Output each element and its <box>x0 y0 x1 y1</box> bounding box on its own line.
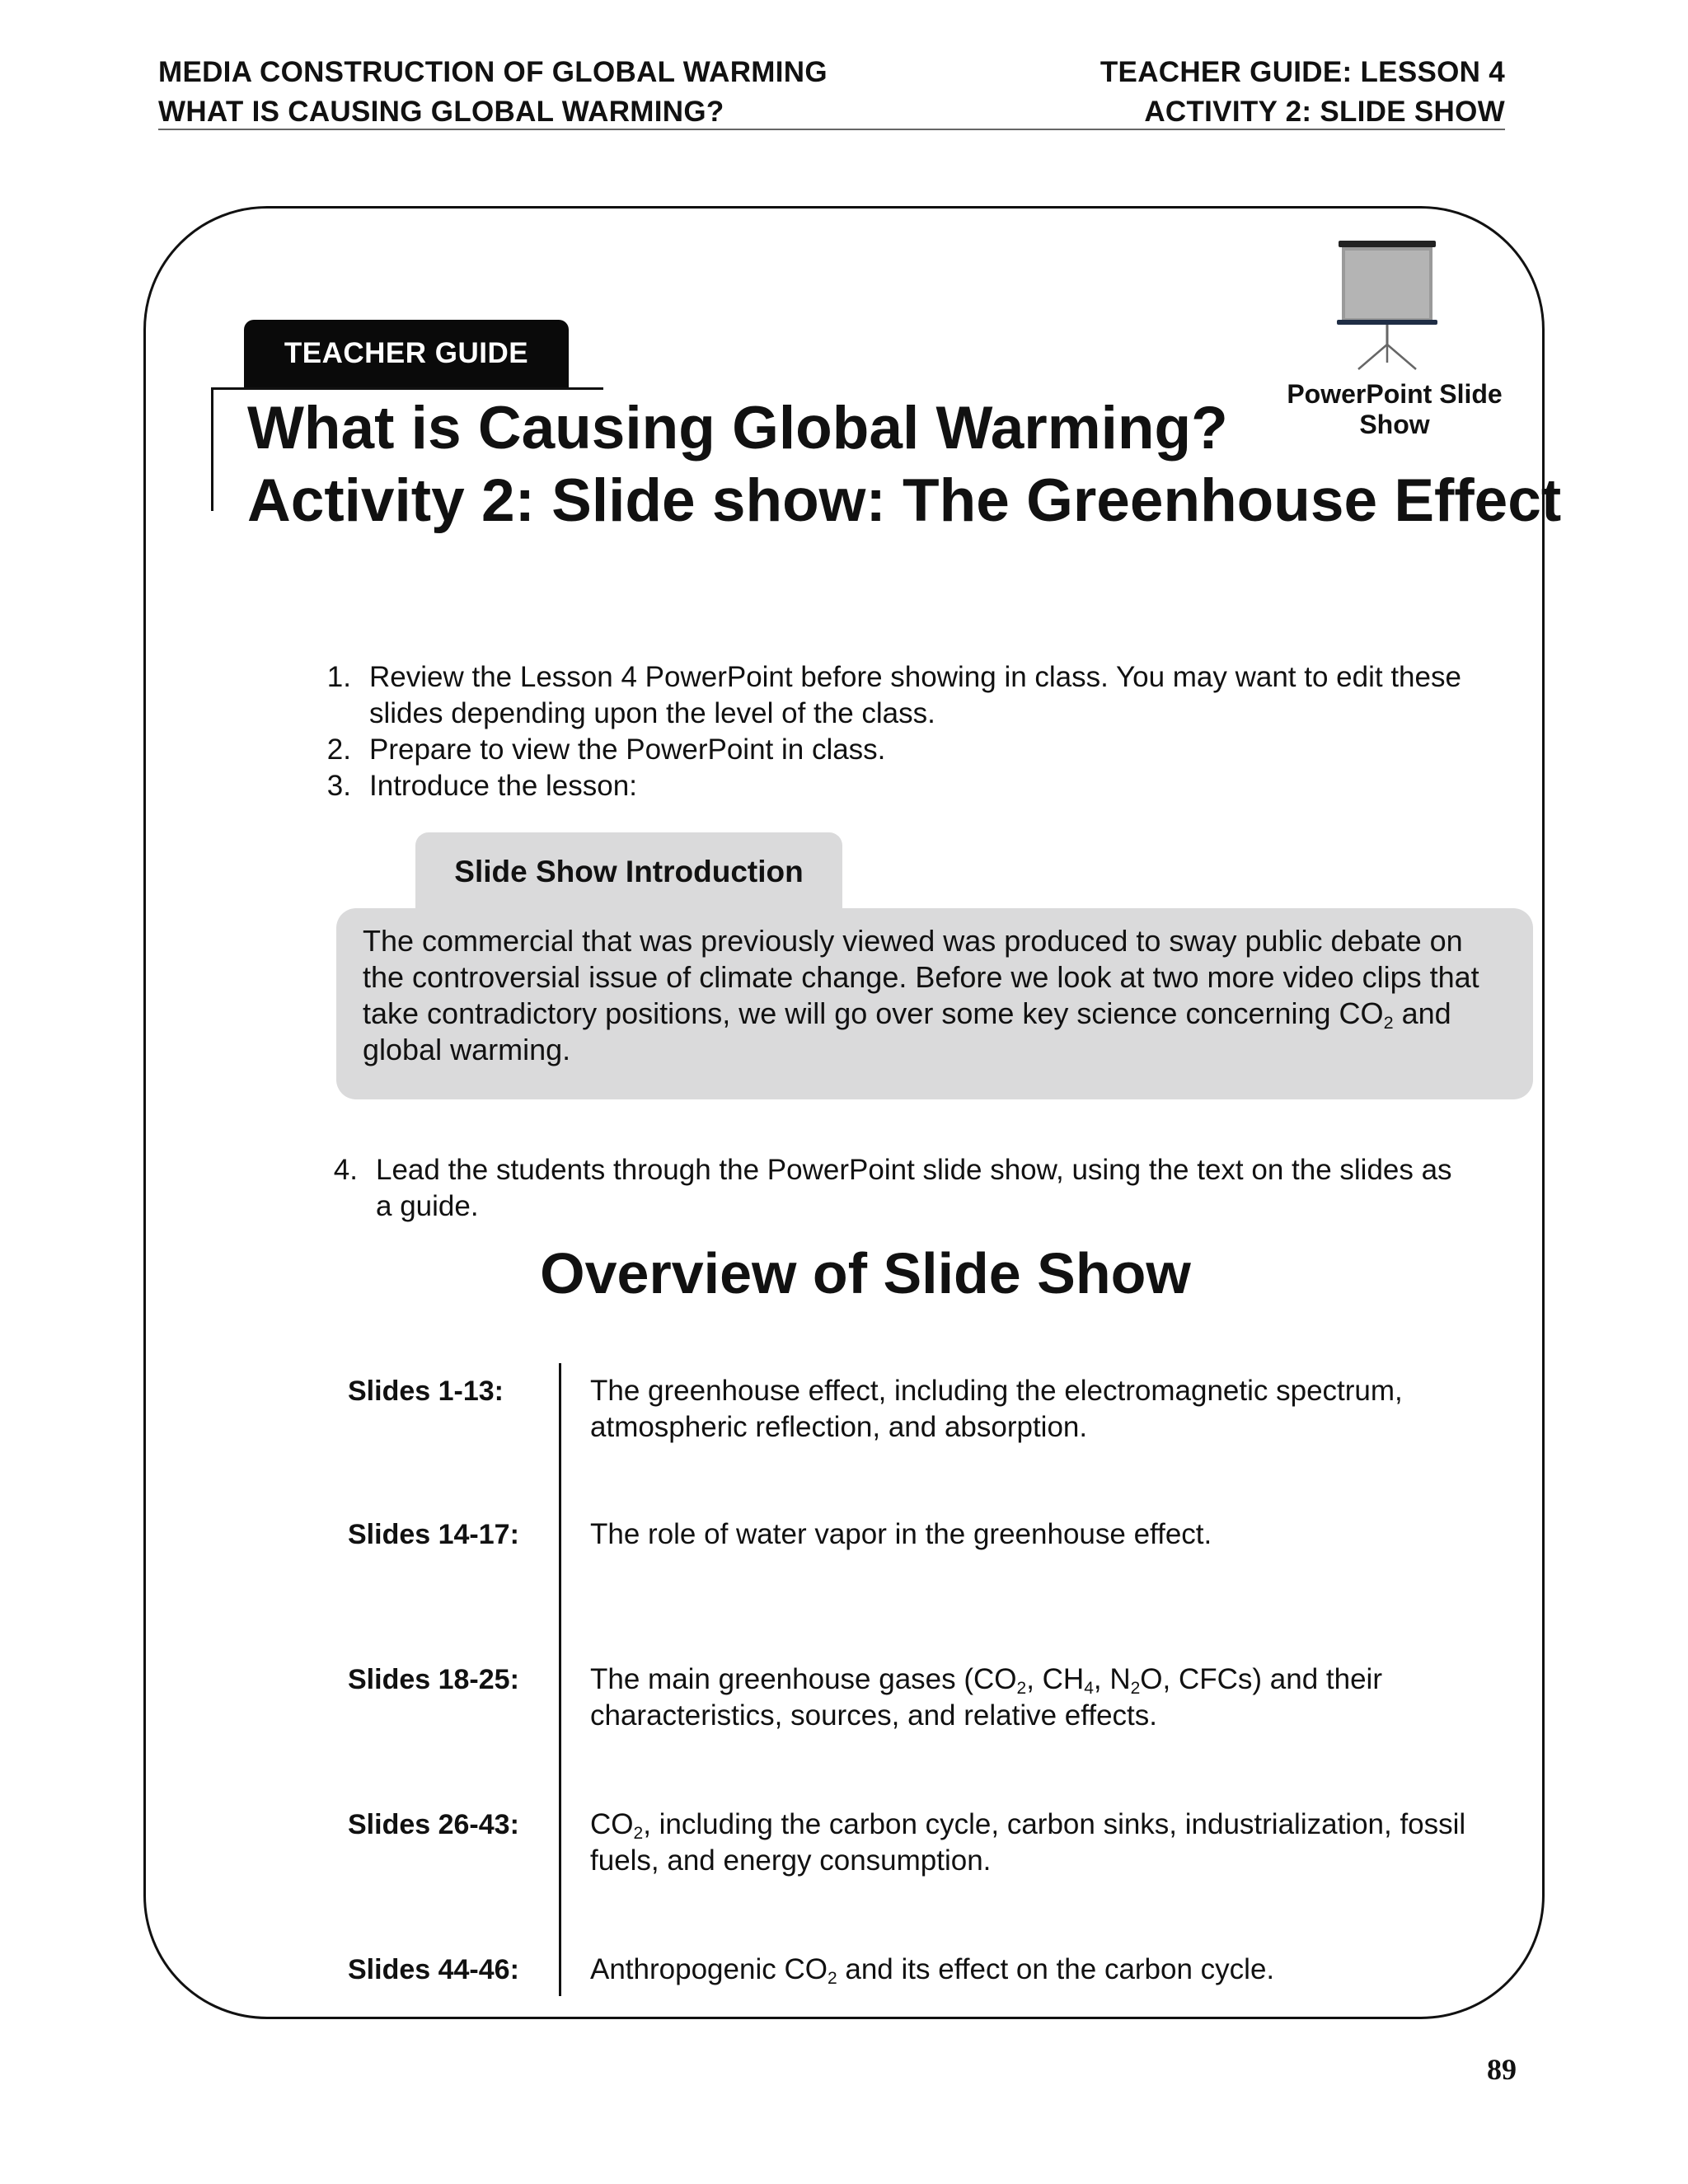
step-number: 1. <box>326 661 351 693</box>
slide-range-desc: The greenhouse effect, including the electromagnetic spectrum, atmospheric reflection, and absorption. <box>590 1375 1403 1443</box>
teacher-guide-badge: TEACHER GUIDE <box>244 320 569 387</box>
desc-text: Anthropogenic CO <box>590 1953 828 1985</box>
subscript: 4 <box>1084 1679 1094 1698</box>
title-line-2: Activity 2: Slide show: The Greenhouse Effect <box>247 467 1562 534</box>
desc-text: , including the carbon cycle, carbon sinks, industrialization, fossil fuels, and energy consumption. <box>590 1808 1466 1877</box>
desc-text: The main greenhouse gases (CO <box>590 1663 1017 1695</box>
header-activity: ACTIVITY 2: SLIDE SHOW <box>1144 96 1505 128</box>
header-series-title: MEDIA CONSTRUCTION OF GLOBAL WARMING <box>158 56 828 88</box>
desc-text: CO <box>590 1808 634 1840</box>
step-number: 4. <box>333 1154 358 1186</box>
badge-side-rule <box>211 387 213 511</box>
step-4 <box>298 1152 1452 1225</box>
list-item <box>293 659 1464 732</box>
intro-text-end: and global warming. <box>363 996 1451 1066</box>
desc-text: , N <box>1093 1663 1131 1695</box>
step-number: 2. <box>326 733 351 766</box>
projector-screen-icon <box>1334 239 1441 371</box>
step-text: Lead the students through the PowerPoint slide show, using the text on the slides as a guide. <box>376 1154 1452 1222</box>
slide-range-label: Slides 44-46: <box>348 1954 519 1985</box>
slide-range-desc: The role of water vapor in the greenhouse effect. <box>590 1518 1212 1550</box>
header-divider <box>158 129 1505 130</box>
title-line-1: What is Causing Global Warming? <box>247 395 1228 462</box>
subscript: 2 <box>1016 1679 1027 1698</box>
slide-range-desc <box>590 1952 1497 1988</box>
list-item <box>293 768 1464 804</box>
slide-range-desc <box>590 1661 1497 1734</box>
subscript: 2 <box>633 1824 644 1843</box>
intro-title: Slide Show Introduction <box>415 832 842 912</box>
desc-text: and its effect on the carbon cycle. <box>837 1953 1275 1985</box>
intro-box <box>336 908 1533 1099</box>
slide-range-label: Slides 26-43: <box>348 1809 519 1840</box>
slide-range-label: Slides 18-25: <box>348 1664 519 1695</box>
subscript: 2 <box>1130 1679 1141 1698</box>
slide-range-label: Slides 1-13: <box>348 1376 504 1407</box>
page-number: 89 <box>1487 2053 1517 2086</box>
step-text: Prepare to view the PowerPoint in class. <box>369 733 886 766</box>
desc-text: , CH <box>1026 1663 1085 1695</box>
intro-text: The commercial that was previously viewed was produced to sway public debate on the controversial issue of climate change. Before we look at two more video clips that take contradictory positions, we will go over some key science concerning CO <box>363 924 1479 1030</box>
overview-title: Overview of Slide Show <box>540 1241 1191 1305</box>
header-guide-lesson: TEACHER GUIDE: LESSON 4 <box>1100 56 1505 88</box>
powerpoint-label: PowerPoint Slide Show <box>1287 379 1503 439</box>
page-title <box>247 392 1561 537</box>
slide-range-desc <box>590 1807 1497 1879</box>
step-text: Introduce the lesson: <box>369 770 637 802</box>
subscript: 2 <box>827 1969 837 1988</box>
subscript: 2 <box>1383 1012 1394 1033</box>
list-item <box>293 732 1464 768</box>
header-left <box>158 53 828 132</box>
steps-list <box>293 659 1464 804</box>
header-lesson-title: WHAT IS CAUSING GLOBAL WARMING? <box>158 96 724 128</box>
overview-divider <box>559 1363 561 1996</box>
header-right <box>1100 53 1505 132</box>
step-text: Review the Lesson 4 PowerPoint before showing in class. You may want to edit these slides depending upon the level of the class. <box>369 661 1461 729</box>
desc-text: O, CFCs) and their characteristics, sources, and relative effects. <box>590 1663 1382 1732</box>
step-number: 3. <box>326 770 351 802</box>
badge-underline <box>211 387 603 390</box>
slide-range-label: Slides 14-17: <box>348 1519 519 1550</box>
